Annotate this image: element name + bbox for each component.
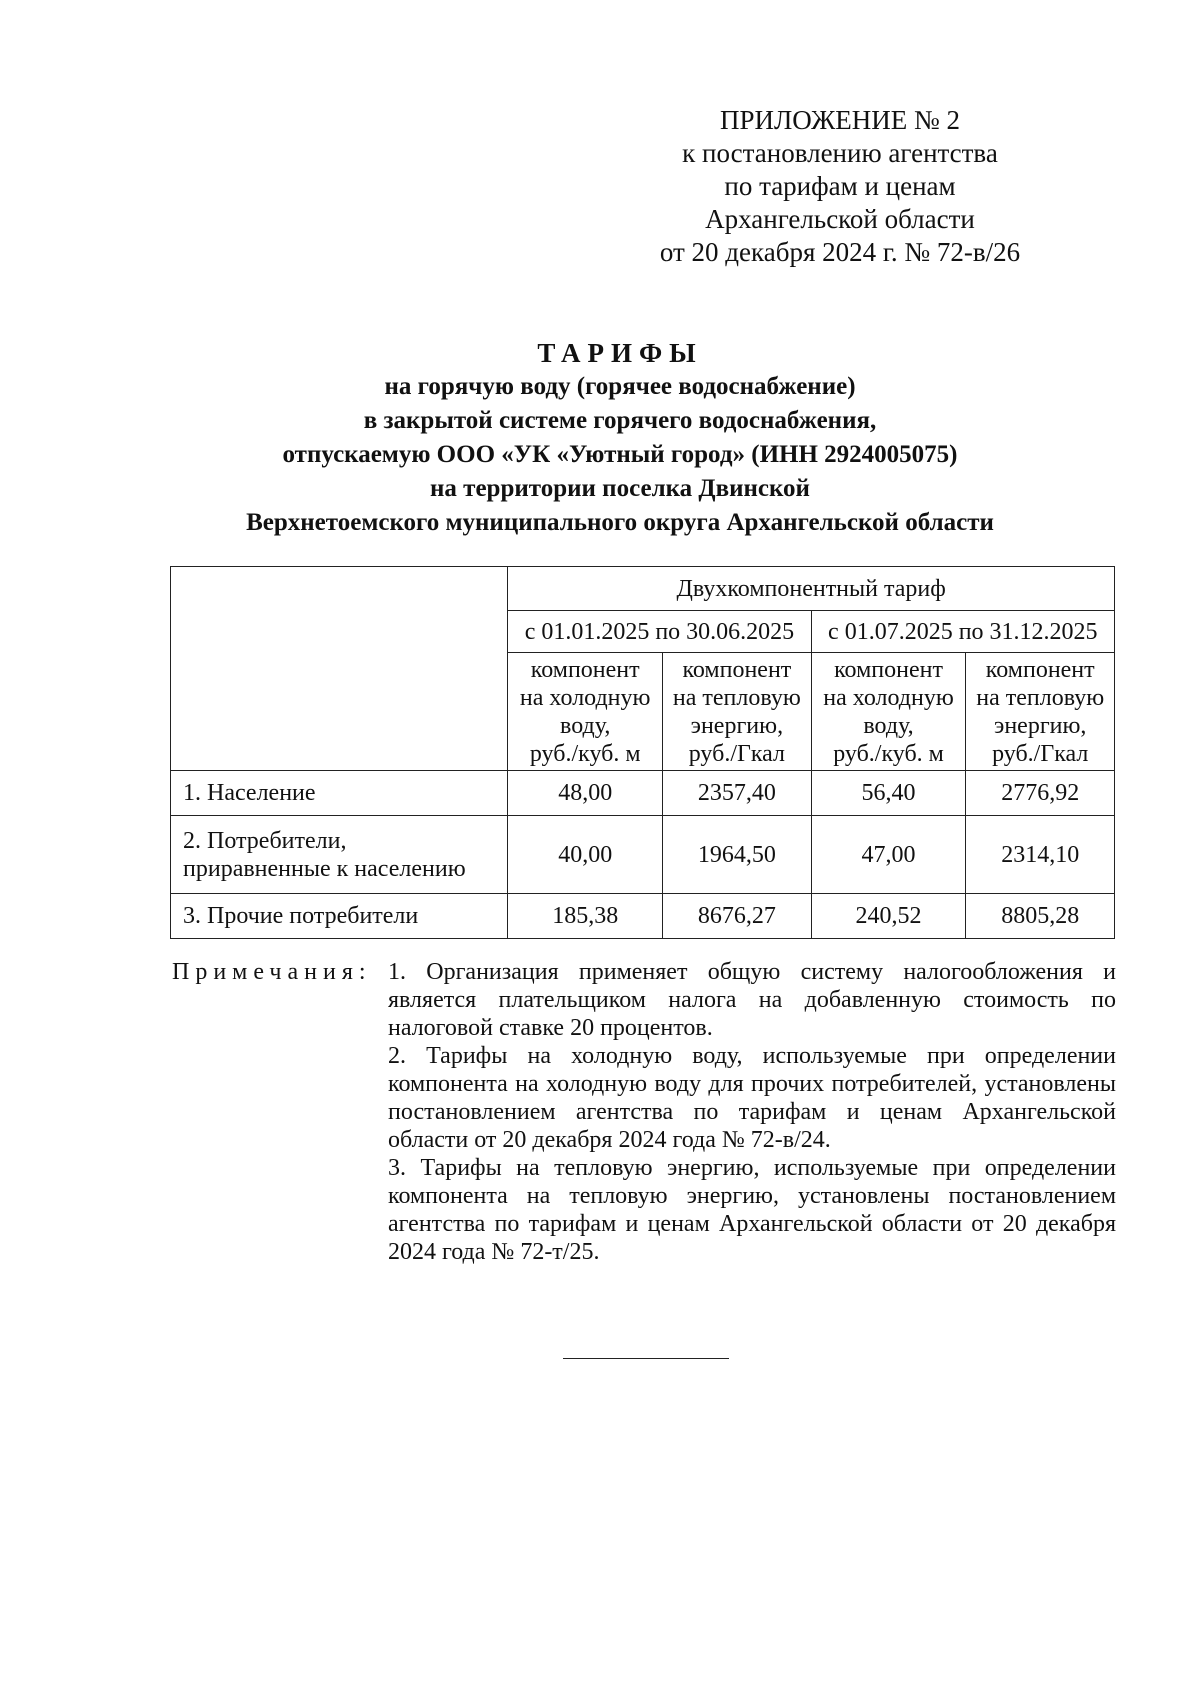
table-cell: 56,40 (811, 771, 966, 816)
table-row (171, 771, 1115, 816)
closing-divider (563, 1358, 729, 1359)
table-cell: 48,00 (508, 771, 663, 816)
component-header: компонент на тепловую энергию, руб./Гкал (663, 653, 811, 771)
table-cell: 47,00 (811, 816, 966, 894)
table-cell: 2776,92 (966, 771, 1115, 816)
group-header: Двухкомпонентный тариф (508, 567, 1115, 611)
appendix-date-number: от 20 декабря 2024 г. № 72-в/26 (659, 237, 1021, 267)
table-cell: 240,52 (811, 894, 966, 939)
note-item: 1. Организация применяет общую систему налогообложения и является плательщиком налога на добавленную стоимость по налоговой ставке 20 процентов. (388, 959, 1116, 1041)
table-cell: 8805,28 (966, 894, 1115, 939)
component-header: компонент на тепловую энергию, руб./Гкал (966, 653, 1115, 771)
table-cell: 40,00 (508, 816, 663, 894)
table-cell: 1964,50 (663, 816, 811, 894)
row-label: 1. Население (171, 771, 508, 816)
appendix-title: ПРИЛОЖЕНИЕ № 2 (719, 105, 961, 135)
period-header: с 01.01.2025 по 30.06.2025 (508, 611, 811, 653)
title-line: Верхнетоемского муниципального округа Архангельской области (246, 509, 994, 536)
component-header: компонент на холодную воду, руб./куб. м (508, 653, 663, 771)
table-cell: 2314,10 (966, 816, 1115, 894)
appendix-line: по тарифам и ценам (724, 171, 956, 201)
appendix-header (640, 104, 1040, 269)
table-corner-cell (171, 567, 508, 771)
tariff-table (170, 566, 1115, 939)
notes-list (388, 958, 1116, 1266)
title-line: на горячую воду (горячее водоснабжение) (384, 373, 856, 400)
table-row (171, 894, 1115, 939)
title-line: в закрытой системе горячего водоснабжения, (363, 407, 877, 434)
note-item: 2. Тарифы на холодную воду, используемые при определении компонента на холодную воду для прочих потребителей, установлены постановлением агентства по тарифам и ценам Архангельской области от 20 декабря 2024 года № 72-в/24. (388, 1043, 1116, 1153)
title-main: ТАРИФЫ (537, 338, 703, 368)
table-cell: 8676,27 (663, 894, 811, 939)
period-header: с 01.07.2025 по 31.12.2025 (811, 611, 1114, 653)
appendix-line: Архангельской области (705, 204, 975, 234)
row-label: 2. Потребители, приравненные к населению (171, 816, 508, 894)
table-cell: 185,38 (508, 894, 663, 939)
appendix-line: к постановлению агентства (682, 138, 998, 168)
notes-heading: Примечания: (172, 959, 372, 985)
title-line: отпускаемую ООО «УК «Уютный город» (ИНН 2924005075) (282, 441, 958, 468)
table-cell: 2357,40 (663, 771, 811, 816)
note-item: 3. Тарифы на тепловую энергию, используемые при определении компонента на тепловую энергию, установлены постановлением агентства по тарифам и ценам Архангельской области от 20 декабря 2024 года № 72-т/25. (388, 1155, 1116, 1265)
table-row (171, 816, 1115, 894)
component-header: компонент на холодную воду, руб./куб. м (811, 653, 966, 771)
document-title (120, 336, 1120, 540)
row-label: 3. Прочие потребители (171, 894, 508, 939)
title-line: на территории поселка Двинской (430, 475, 810, 502)
